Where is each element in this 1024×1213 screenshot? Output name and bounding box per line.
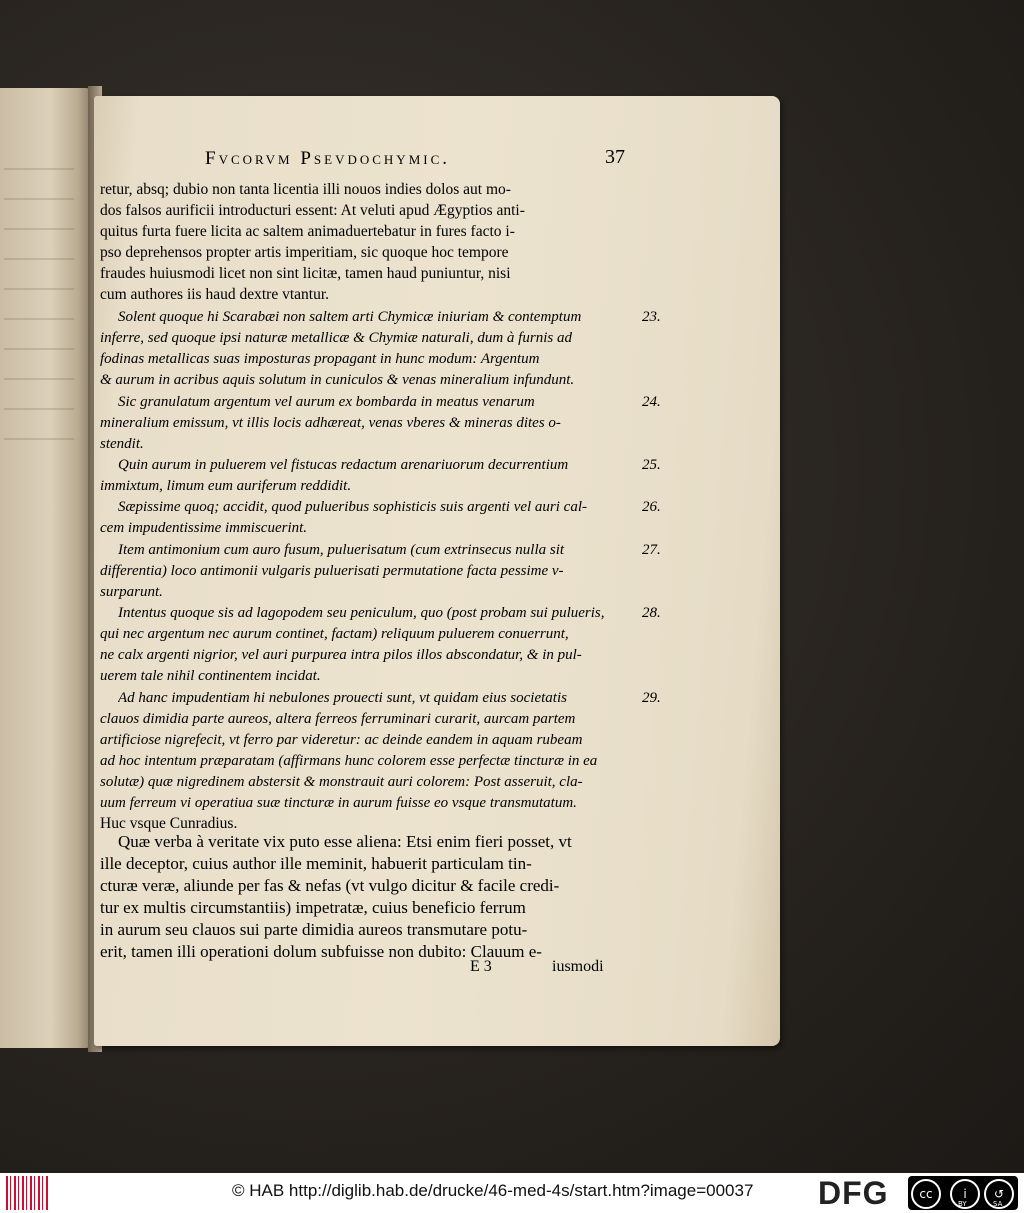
body-line: cum authores iis haud dextre vtantur.	[100, 286, 329, 303]
body-line: dos falsos aurificii introducturi essent: At veluti apud Ægyptios anti-	[100, 202, 525, 219]
body-line: retur, absq; dubio non tanta licentia illi nouos indies dolos aut mo-	[100, 181, 511, 198]
italic-line: differentia) loco antimonii vulgaris puluerisati permutatione facta pessime v-	[100, 563, 564, 579]
italic-line: Quin aurum in puluerem vel fistucas redactum arenariuorum decurrentium	[118, 457, 569, 473]
by-icon: i	[950, 1179, 980, 1209]
italic-line: Ad hanc impudentiam hi nebulones prouecti sunt, vt quidam eius societatis	[118, 690, 567, 706]
margin-number: 24.	[642, 394, 661, 410]
italic-line: inferre, sed quoque ipsi naturæ metallicæ & Chymiæ naturali, dum à furnis ad	[100, 330, 572, 346]
signature-mark: E 3	[470, 958, 492, 975]
italic-line: uerem tale nihil continentem incidat.	[100, 668, 321, 684]
italic-line: Sic granulatum argentum vel aurum ex bombarda in meatus venarum	[118, 394, 535, 410]
body-line: quitus furta fuere licita ac saltem animaduertebatur in fures facto i-	[100, 223, 515, 240]
margin-number: 27.	[642, 542, 661, 558]
italic-line: fodinas metallicas suas imposturas propagant in hunc modum: Argentum	[100, 351, 540, 367]
closing-line: Huc vsque Cunradius.	[100, 815, 238, 832]
cc-license-badge[interactable]	[908, 1176, 1018, 1210]
running-title: Fvcorvm Psevdochymic.	[205, 148, 450, 169]
page-number: 37	[605, 146, 625, 168]
margin-number: 26.	[642, 499, 661, 515]
body-line: tur ex multis circumstantiis) impetratæ, cuius beneficio ferrum	[100, 898, 526, 917]
italic-line: uum ferreum vi operatiua suæ tincturæ in aurum fuisse eo vsque transmutatum.	[100, 795, 577, 811]
margin-number: 23.	[642, 309, 661, 325]
italic-line: artificiose nigrefecit, vt ferro par videretur: ac deinde eandem in aquam rubeam	[100, 732, 583, 748]
body-line: fraudes huiusmodi licet non sint licitæ, tamen haud puniuntur, nisi	[100, 265, 511, 282]
margin-number: 25.	[642, 457, 661, 473]
italic-line: mineralium emissum, vt illis locis adhæreat, venas vberes & mineras dites o-	[100, 415, 561, 431]
italic-line: cem impudentissime immiscuerint.	[100, 520, 308, 536]
body-line: in aurum seu clauos sui parte dimidia aureos transmutare potu-	[100, 920, 528, 939]
italic-line: ne calx argenti nigrior, vel auri purpurea intra pilos illos abscondatur, & in pul-	[100, 647, 582, 663]
italic-line: solutæ) quæ nigredinem abstersit & monstrauit auri colorem: Post asseruit, cla-	[100, 774, 583, 790]
italic-line: Sæpissime quoq; accidit, quod pulueribus sophisticis suis argenti vel auri cal-	[118, 499, 587, 515]
margin-number: 29.	[642, 690, 661, 706]
dfg-logo: DFG	[818, 1175, 889, 1211]
cc-icon: cc	[911, 1179, 941, 1209]
italic-line: clauos dimidia parte aureos, altera ferreos ferruminari curarit, aurcam partem	[100, 711, 576, 727]
italic-line: surparunt.	[100, 584, 163, 600]
body-line: pso deprehensos propter artis imperitiam, sic quoque hoc tempore	[100, 244, 509, 261]
italic-line: stendit.	[100, 436, 144, 452]
body-line: cturæ veræ, aliunde per fas & nefas (vt vulgo dicitur & facile credi-	[100, 876, 560, 895]
footer-bar	[0, 1173, 1024, 1213]
sa-icon: ↺	[984, 1179, 1014, 1209]
facing-page-edge	[0, 88, 92, 1048]
body-line: ille deceptor, cuius author ille meminit, habuerit particulam tin-	[100, 854, 532, 873]
catchword: iusmodi	[552, 958, 604, 975]
by-label: BY	[958, 1200, 967, 1208]
italic-line: Item antimonium cum auro fusum, puluerisatum (cum extrinsecus nulla sit	[118, 542, 565, 558]
margin-number: 28.	[642, 605, 661, 621]
italic-line: qui nec argentum nec aurum continet, factam) reliquum puluerem conuerrunt,	[100, 626, 569, 642]
italic-line: ad hoc intentum præparatam (affirmans hunc colorem esse perfectæ tincturæ in ea	[100, 753, 598, 769]
body-line: Quæ verba à veritate vix puto esse aliena: Etsi enim fieri posset, vt	[118, 832, 572, 851]
sa-label: SA	[993, 1200, 1003, 1208]
body-line: erit, tamen illi operationi dolum subfuisse non dubito: Clauum e-	[100, 942, 542, 961]
italic-line: immixtum, limum eum auriferum reddidit.	[100, 478, 352, 494]
copyright-link[interactable]: © HAB http://diglib.hab.de/drucke/46-med-4s/start.htm?image=00037	[232, 1181, 754, 1200]
italic-line: & aurum in acribus aquis solutum in cuniculos & venas mineralium infundunt.	[100, 372, 575, 388]
barcode-icon	[6, 1176, 48, 1210]
running-header	[205, 146, 625, 176]
italic-line: Solent quoque hi Scarabæi non saltem arti Chymicæ iniuriam & contemptum	[118, 309, 582, 325]
italic-line: Intentus quoque sis ad lagopodem seu peniculum, quo (post probam sui pulueris,	[118, 605, 605, 621]
